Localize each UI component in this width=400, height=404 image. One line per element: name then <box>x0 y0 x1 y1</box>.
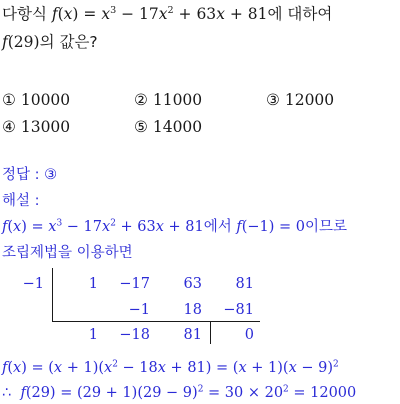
choice-5-value: 14000 <box>152 118 203 136</box>
therefore-symbol: ∴ <box>2 385 12 401</box>
division-row3-c2: 81 <box>183 327 202 343</box>
division-row3-c3: 0 <box>244 327 254 343</box>
division-row1-c1: −17 <box>119 276 150 292</box>
solution-line1: $f(x) = x^3 - 17x^2 + 63x + 81$에서 f(−1) = 0이므로 <box>2 218 348 235</box>
answer-label: 정답 : <box>2 167 40 183</box>
division-row2-c2: 18 <box>183 302 202 318</box>
choice-2-value: 11000 <box>152 91 203 109</box>
problem-lead: 다항식 <box>2 5 47 23</box>
division-row1-c0: 1 <box>88 276 98 292</box>
choice-1-value: 10000 <box>20 91 71 109</box>
division-divisor: −1 <box>22 276 44 292</box>
problem-tail: 에 대하여 <box>267 5 333 23</box>
solution-line1-mid: 에서 <box>203 219 232 235</box>
remainder-box-rule <box>210 322 211 344</box>
division-horizontal-rule <box>52 321 260 322</box>
choice-5[interactable] <box>134 120 202 136</box>
problem-polynomial: f <box>51 5 58 23</box>
division-row3-c1: −18 <box>119 327 150 343</box>
problem-statement-line1: 다항식 $f(x) = x^3 - 17x^2 + 63x + 81$에 대하여 <box>2 5 333 23</box>
answer-mark: ③ <box>44 167 58 183</box>
division-row1-c2: 63 <box>183 276 202 292</box>
choice-3-value: 12000 <box>284 91 335 109</box>
explanation-label: 해설 : <box>2 193 40 209</box>
choice-2[interactable] <box>134 93 202 109</box>
solution-line1-tail: 이므로 <box>305 219 348 235</box>
division-vertical-rule <box>52 268 53 322</box>
solution-line2: 조립제법을 이용하면 <box>2 245 133 261</box>
choice-3[interactable] <box>266 93 334 109</box>
division-row2-c1: −1 <box>128 302 150 318</box>
division-row1-c3: 81 <box>235 276 254 292</box>
division-row2-c3: −81 <box>223 302 254 318</box>
factor-line: $f(x) = (x + 1)(x^2 - 18x + 81) = (x + 1)(x - 9)^2$ <box>2 359 339 376</box>
choice-2-mark: ② <box>134 91 148 109</box>
answer-line <box>2 168 57 183</box>
choice-1-mark: ① <box>2 91 16 109</box>
choice-3-mark: ③ <box>266 91 280 109</box>
choice-4-mark: ④ <box>2 118 16 136</box>
problem-statement-line2: f(29)의 값은? <box>2 33 98 51</box>
choice-5-mark: ⑤ <box>134 118 148 136</box>
choice-1[interactable] <box>2 93 70 109</box>
division-row3-c0: 1 <box>88 327 98 343</box>
final-line: ∴ $f(29) = (29 + 1)(29 - 9)^2 = 30 \times 20^2 = 12000$ <box>2 384 357 401</box>
choice-4[interactable] <box>2 120 70 136</box>
problem-question: 의 값은? <box>39 33 98 51</box>
choice-4-value: 13000 <box>20 118 71 136</box>
